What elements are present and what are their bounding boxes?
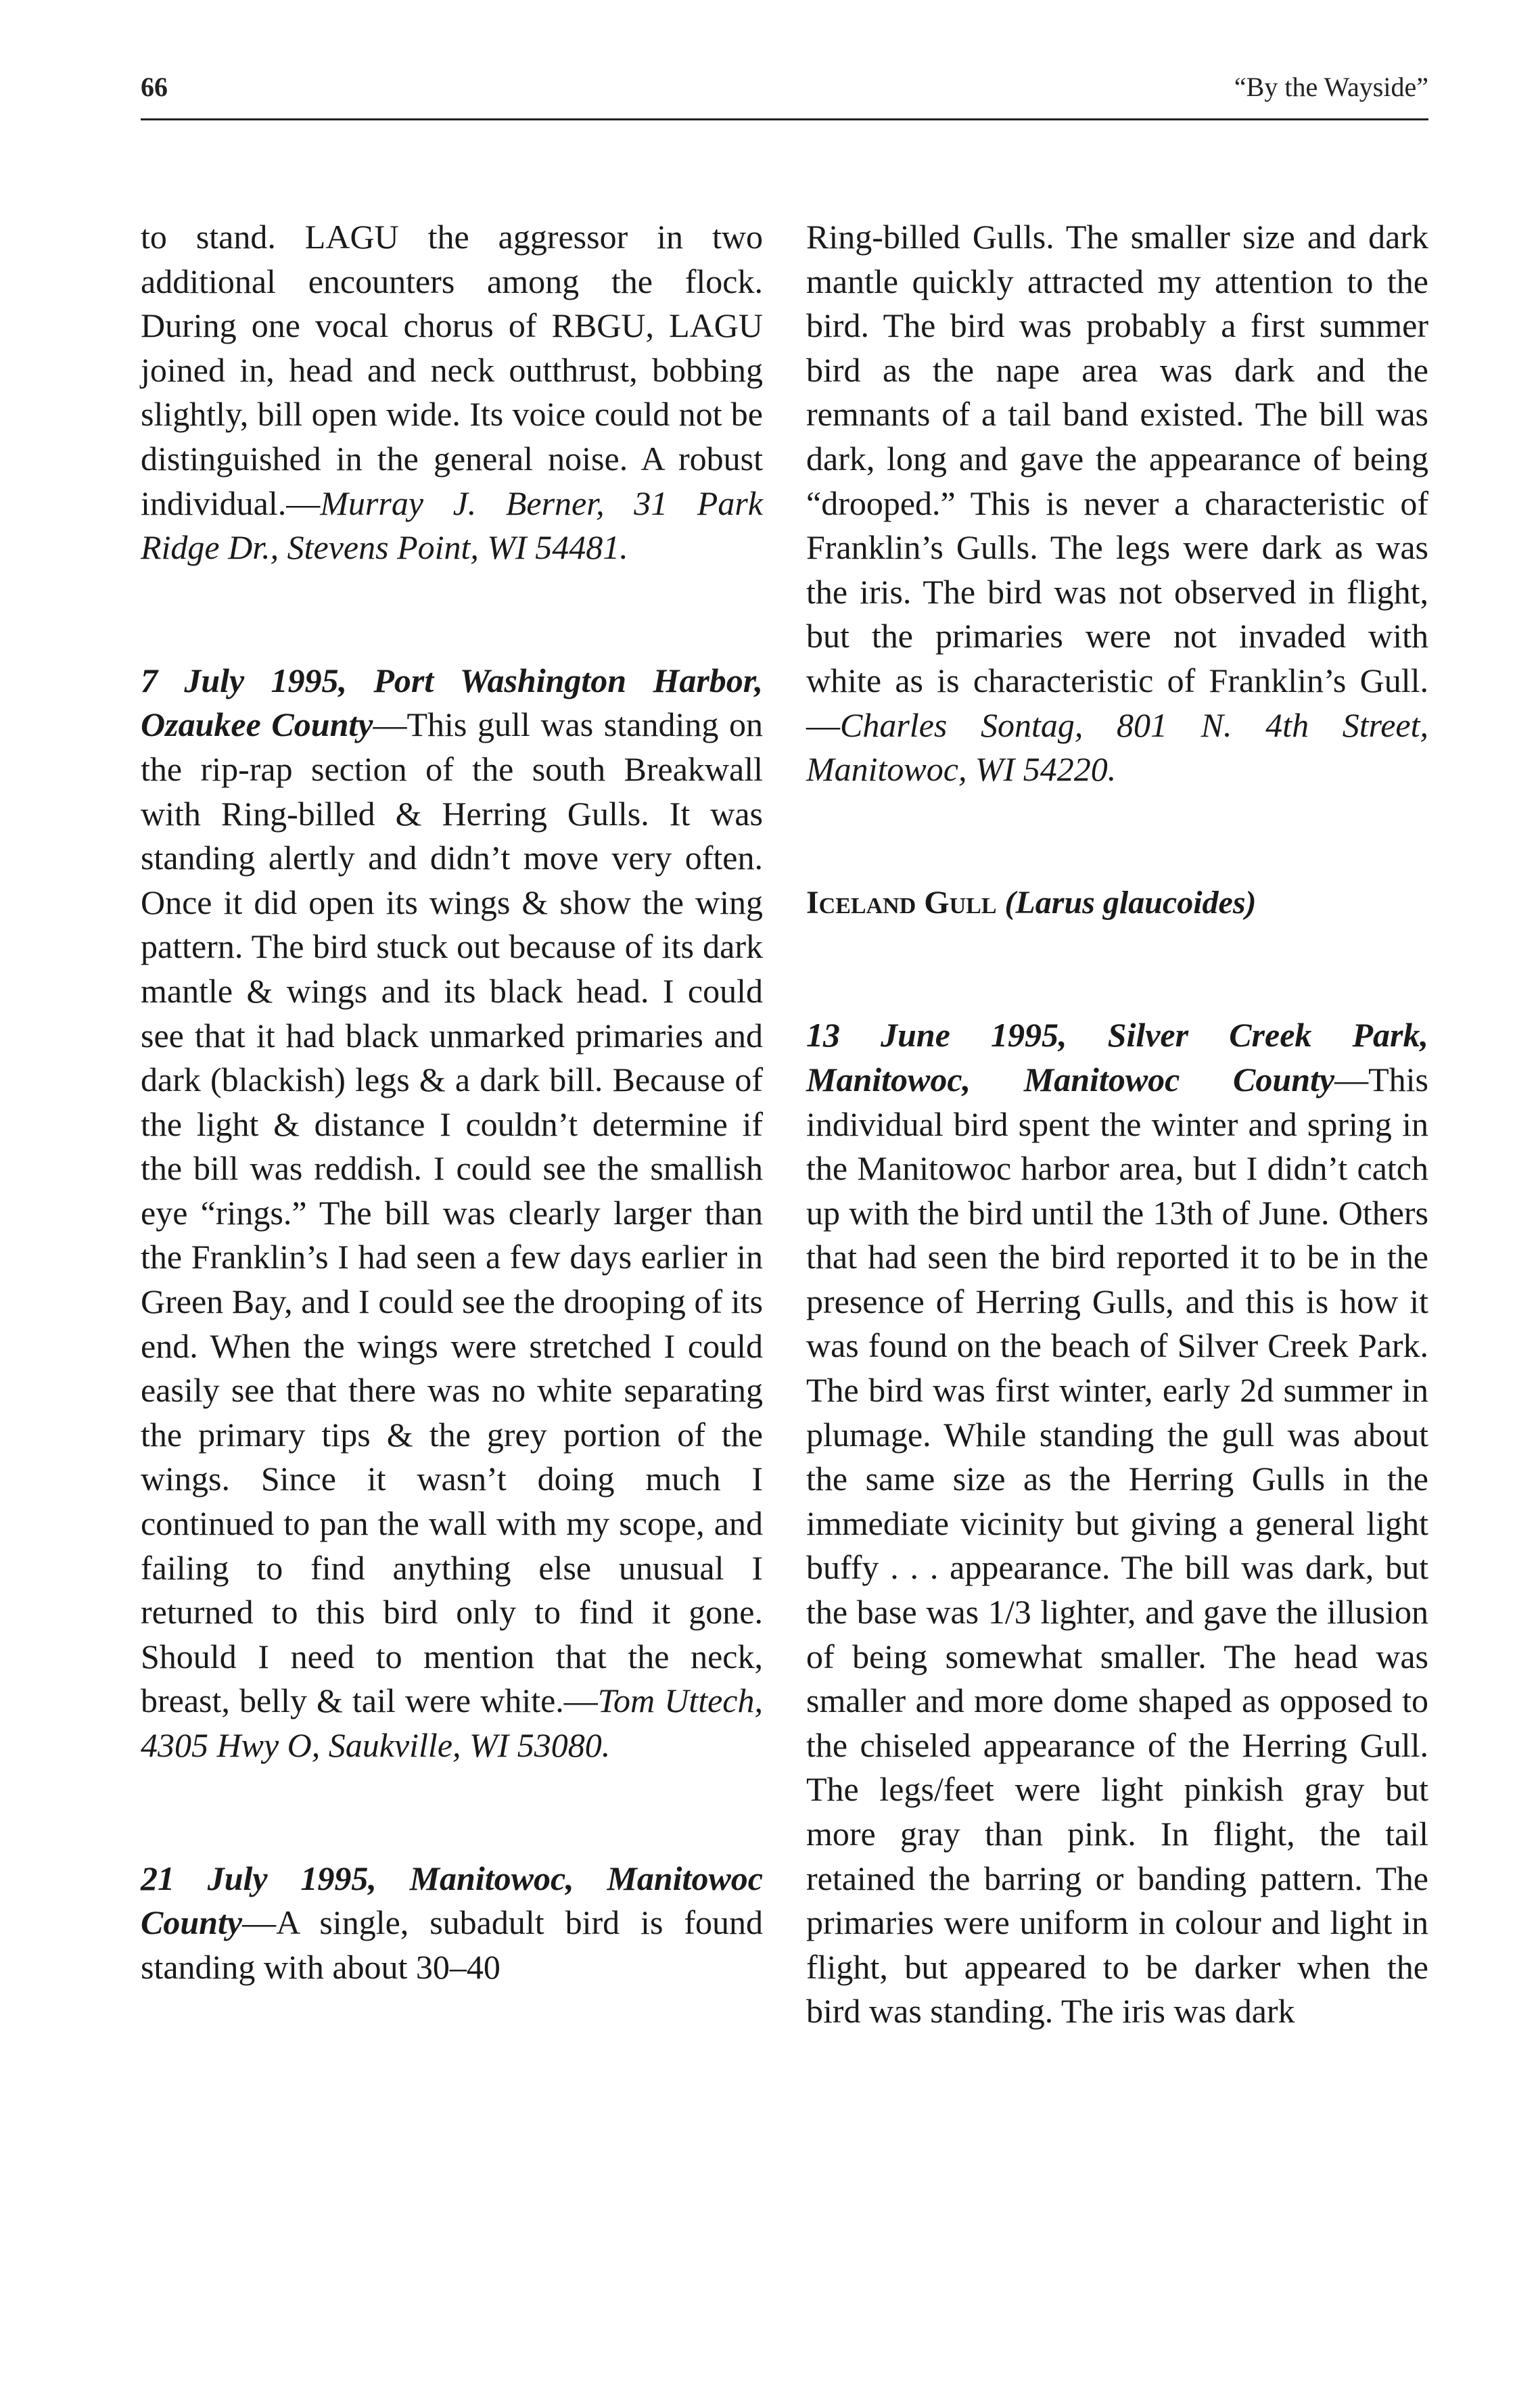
berner-report-text: to stand. LAGU the aggressor in two additional encounters among the flock. During one vocal chorus of RBGU, LAGU joined in, head and neck outthrust, bobbing slightly, bill open wide. Its voice could not be distinguished in the general noise. A robust individual.— [141, 218, 763, 522]
sontag-report [806, 215, 1428, 792]
manitowoc-report-heading: 21 July 1995, Manitowoc, Manitowoc County [141, 1859, 763, 1942]
manitowoc-report [141, 1857, 763, 1990]
silver-creek-report [806, 1013, 1428, 2034]
uttech-report-text: —This gull was standing on the rip-rap section of the south Breakwall with Ring-billed & Herring Gulls. It was standing alertly and didn’t move very often. Once it did open its wings & show the wing pattern. The bird stuck out because of its dark mantle & wings and its black head. I could see that it had black unmarked primaries and dark (blackish) legs & a dark bill. Because of the light & distance I couldn’t determine if the bill was reddish. I could see the smallish eye “rings.” The bill was clearly larger than the Franklin’s I had seen a few days earlier in Green Bay, and I could see the drooping of its end. When the wings were stretched I could easily see that there was no white separating the primary tips & the grey portion of the wings. Since it wasn’t doing much I continued to pan the wall with my scope, and failing to find anything else unusual I returned to this bird only to find it gone. Should I need to mention that the neck, breast, belly & tail were white.— [141, 705, 764, 1720]
uttech-report [141, 659, 763, 1768]
running-title: “By the Wayside” [1234, 72, 1428, 102]
silver-creek-report-heading: 13 June 1995, Silver Creek Park, Manitowoc, Manitowoc County [806, 1016, 1428, 1098]
page-header [141, 71, 1428, 120]
species-heading [806, 881, 1428, 925]
right-column [806, 215, 1428, 2034]
species-name: Iceland Gull [806, 884, 997, 921]
silver-creek-report-text: —This individual bird spent the winter and spring in the Manitowoc harbor area, but I didn’t catch up with the bird until the 13th of June. Others that had seen the bird reported it to be in the presence of Herring Gulls, and this is how it was found on the beach of Silver Creek Park. The bird was first winter, early 2d summer in plumage. While standing the gull was about the same size as the Herring Gulls in the immediate vicinity but giving a general light buffy . . . appearance. The bill was dark, but the base was 1/3 lighter, and gave the illusion of being somewhat smaller. The head was smaller and more dome shaped as opposed to the chiseled appearance of the Herring Gull. The legs/feet were light pinkish gray but more gray than pink. In flight, the tail retained the barring or banding pattern. The primaries were uniform in colour and light in flight, but appeared to be darker when the bird was standing. The iris was dark [806, 1060, 1428, 2031]
species-latin-name: (Larus glaucoides) [1004, 884, 1257, 921]
berner-report [141, 215, 763, 570]
left-column [141, 215, 763, 1989]
page-number: 66 [141, 72, 168, 102]
sontag-signature: Charles Sontag, 801 N. 4th Street, Manitowoc, WI 54220. [806, 705, 1428, 789]
manitowoc-report-text: —A single, subadult bird is found standing with about 30–40 [141, 1903, 763, 1986]
uttech-report-heading: 7 July 1995, Port Washington Harbor, Ozaukee County [141, 661, 763, 744]
uttech-signature: Tom Uttech, 4305 Hwy O, Saukville, WI 53080. [141, 1682, 763, 1764]
berner-signature: Murray J. Berner, 31 Park Ridge Dr., Stevens Point, WI 54481. [141, 484, 763, 567]
sontag-report-text: Ring-billed Gulls. The smaller size and dark mantle quickly attracted my attention to the bird. The bird was probably a first summer bird as the nape area was dark and the remnants of a tail band existed. The bill was dark, long and gave the appearance of being “drooped.” This is never a characteristic of Franklin’s Gulls. The legs were dark as was the iris. The bird was not observed in flight, but the primaries were not invaded with white as is characteristic of Franklin’s Gull.— [806, 218, 1428, 744]
